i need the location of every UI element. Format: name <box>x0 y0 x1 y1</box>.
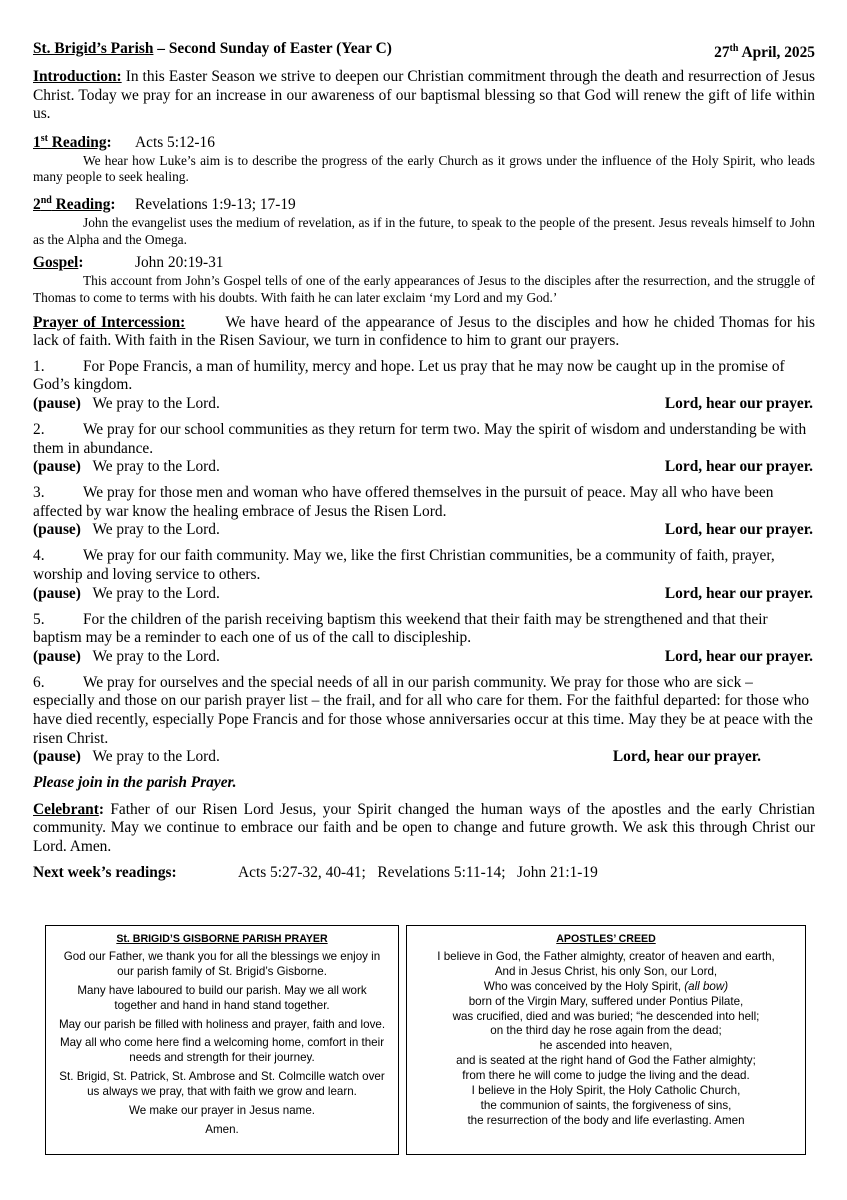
second-reading-ref: Revelations 1:9-13; 17-19 <box>135 196 296 214</box>
celebrant-label: Celebrant <box>33 800 99 818</box>
gospel-heading: Gospel: John 20:19-31 <box>33 254 224 272</box>
introduction-text: In this Easter Season we strive to deepen our Christian commitment through the death and resurrection of Jesus Christ. Today we pray for an increase in our awareness of our baptismal blessing so that God will renew the gift of life within us. <box>33 68 815 123</box>
next-week-readings: Next week’s readings: Acts 5:27-32, 40-41; Revelations 5:11-14; John 21:1-19 <box>33 864 598 882</box>
intercession-text: We have heard of the appearance of Jesus to the disciples and how he chided Thomas for his lack of faith. With faith in the Risen Saviour, we turn in confidence to him to grant our prayers. <box>33 313 815 350</box>
petition-2: 2. We pray for our school communities as they return for term two. May the spirit of wisdom and understanding be with them in abundance. (pause) We pray to the Lord. Lord, hear our prayer. <box>33 420 813 476</box>
bulletin-date: 27th April, 2025 <box>714 43 815 62</box>
gospel-ref: John 20:19-31 <box>135 254 224 272</box>
petition-4: 4. We pray for our faith community. May we, like the first Christian communities, be a community of faith, prayer, worship and loving service to others. (pause) We pray to the Lord. Lord, hear our prayer. <box>33 547 813 602</box>
celebrant-prayer: Celebrant: Father of our Risen Lord Jesus, your Spirit changed the human ways of the apostles and the early Christian community. May we continue to embrace our faith and be open to change and future growth. We ask this through Christ our Lord. Amen. <box>33 800 815 855</box>
creed-title: APOSTLES’ CREED <box>556 933 656 945</box>
bulletin-header <box>33 40 815 60</box>
parish-prayer-title: St. BRIGID’S GISBORNE PARISH PRAYER <box>116 933 328 945</box>
petition-3: 3. We pray for those men and woman who have offered themselves in the pursuit of peace. May all who have been affected by war know the healing embrace of Jesus the Risen Lord. (pause) We pray to the Lord. Lord, hear our prayer. <box>33 484 813 539</box>
parish-prayer-box: St. BRIGID’S GISBORNE PARISH PRAYER God our Father, we thank you for all the blessings we enjoy in our parish family of St. Brigid’s Gisborne. Many have laboured to build our parish. May we all work together and hand in hand stand together. May our parish be filled with holiness and prayer, faith and love. May all who come here find a welcoming home, comfort in their needs and strength for their journey. St. Brigid, St. Patrick, St. Ambrose and St. Colmcille watch over us always we pray, that with faith we grow and learn. We make our prayer in Jesus name. Amen. <box>45 925 399 1155</box>
apostles-creed-box: APOSTLES’ CREED I believe in God, the Father almighty, creator of heaven and earth, And in Jesus Christ, his only Son, our Lord, Who was conceived by the Holy Spirit, (all bow) born of the Virgin Mary, suffered under Pontius Pilate, was crucified, died and was buried; “he descended into hell; on the third day he rose again from the dead; he ascended into heaven, and is seated at the right hand of God the Father almighty; from there he will come to judge the living and the dead. I believe in the Holy Spirit, the Holy Catholic Church, the communion of saints, the forgiveness of sins, the resurrection of the body and life everlasting. Amen <box>406 925 806 1155</box>
bow-note: (all bow) <box>684 979 729 993</box>
sunday-title: – Second Sunday of Easter (Year C) <box>153 40 392 57</box>
join-parish-prayer: Please join in the parish Prayer. <box>33 774 237 792</box>
response-line: (pause) We pray to the Lord. Lord, hear our prayer. <box>33 647 813 665</box>
response-line: (pause) We pray to the Lord. Lord, hear our prayer. <box>33 584 813 602</box>
first-reading-heading: 1st Reading: Acts 5:12-16 <box>33 132 215 151</box>
petition-1: 1. For Pope Francis, a man of humility, mercy and hope. Let us pray that he may now be caught up in the promise of God’s kingdom. (pause) We pray to the Lord. Lord, hear our prayer. <box>33 357 813 412</box>
celebrant-text: Father of our Risen Lord Jesus, your Spirit changed the human ways of the apostles and the early Christian community. May we continue to embrace our faith and be open to change and future growth. We ask this through Christ our Lord. Amen. <box>33 800 815 855</box>
response-line: (pause) We pray to the Lord. Lord, hear our prayer. <box>33 394 813 412</box>
prayer-boxes <box>45 925 805 1155</box>
response-line: (pause) We pray to the Lord. Lord, hear our prayer. <box>33 521 813 539</box>
first-reading-summary: We hear how Luke’s aim is to describe the progress of the early Church as it grows under the influence of the Holy Spirit, who leads many people to seek healing. <box>33 152 815 185</box>
petition-5: 5. For the children of the parish receiving baptism this weekend that their faith may be strengthened and that their baptism may be a reminder to each one of us of the call to discipleship. (pause) We pray to the Lord. Lord, hear our prayer. <box>33 610 813 665</box>
page-title <box>33 40 392 59</box>
petition-6: 6. We pray for ourselves and the special needs of all in our parish community. We pray for those who are sick – especially and those on our parish prayer list – the frail, and for all who care for them. For the faithful departed: for those who have died recently, especially Pope Francis and for those whose anniversaries occur at this time. May they be at peace with the risen Christ. (pause) We pray to the Lord. Lord, hear our prayer. <box>33 674 815 767</box>
second-reading-summary: John the evangelist uses the medium of revelation, as if in the future, to speak to the people of the present. Jesus reveals himself to John as the Alpha and the Omega. <box>33 214 815 247</box>
response-line: (pause) We pray to the Lord. Lord, hear our prayer. <box>33 748 761 766</box>
intercession-label: Prayer of Intercession: <box>33 313 186 331</box>
parish-name: St. Brigid’s Parish <box>33 40 154 57</box>
first-reading-ref: Acts 5:12-16 <box>135 133 215 151</box>
introduction-label: Introduction: <box>33 68 122 85</box>
introduction <box>33 68 815 124</box>
prayer-of-intercession <box>33 314 815 351</box>
gospel-summary: This account from John’s Gospel tells of one of the early appearances of Jesus to the disciples after the resurrection, and the struggle of Thomas to come to terms with his doubts. With faith he can later exclaim ‘my Lord and my God.’ <box>33 273 815 305</box>
next-week-label: Next week’s readings: <box>33 864 177 882</box>
second-reading-heading: 2nd Reading: Revelations 1:9-13; 17-19 <box>33 195 296 214</box>
response-line: (pause) We pray to the Lord. Lord, hear our prayer. <box>33 458 813 476</box>
bulletin-page <box>33 40 815 883</box>
